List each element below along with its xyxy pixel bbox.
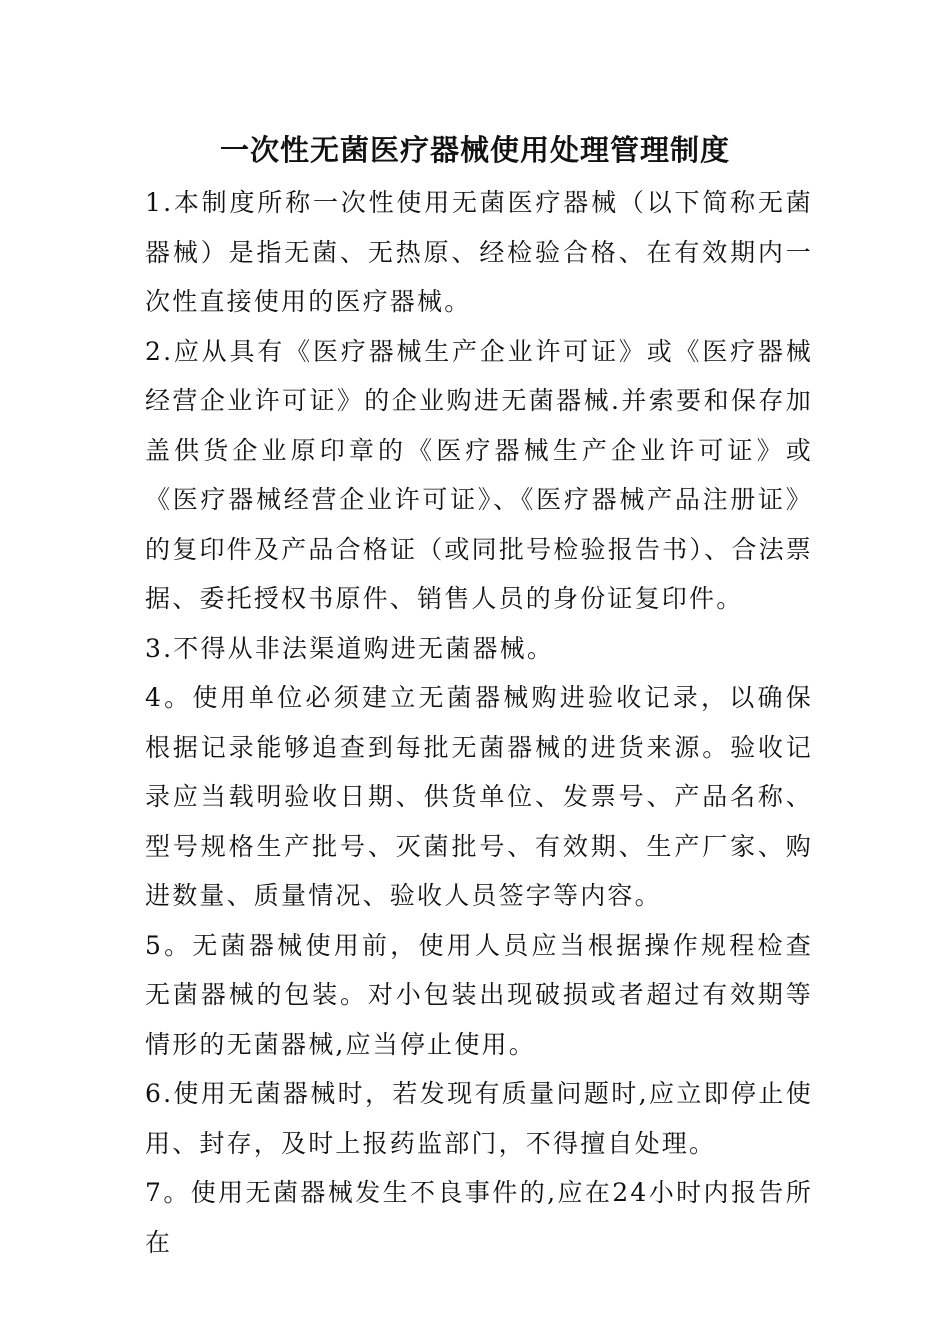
paragraph-4: 4。使用单位必须建立无菌器械购进验收记录，以确保根据记录能够追查到每批无菌器械的进货来源。验收记录应当载明验收日期、供货单位、发票号、产品名称、型号规格生产批号、灭菌批号、有效期、生产厂家、购进数量、质量情况、验收人员签字等内容。	[145, 683, 813, 910]
paragraph-1: 1.本制度所称一次性使用无菌医疗器械（以下简称无菌器械）是指无菌、无热原、经检验合格、在有效期内一次性直接使用的医疗器械。	[145, 188, 813, 316]
paragraph-2: 2.应从具有《医疗器械生产企业许可证》或《医疗器械经营企业许可证》的企业购进无菌器械.并索要和保存加盖供货企业原印章的《医疗器械生产企业许可证》或《医疗器械经营企业许可证》、《医疗器械产品注册证》的复印件及产品合格证（或同批号检验报告书）、合法票据、委托授权书原件、销售人员的身份证复印件。	[145, 336, 813, 613]
paragraph-6: 6.使用无菌器械时，若发现有质量问题时,应立即停止使用、封存，及时上报药监部门，不得擅自处理。	[145, 1079, 813, 1158]
paragraph-7: 7。使用无菌器械发生不良事件的,应在24小时内报告所在	[145, 1178, 813, 1257]
document-title: 一次性无菌医疗器械使用处理管理制度	[219, 133, 730, 167]
document-body	[145, 178, 813, 1267]
paragraph-5: 5。无菌器械使用前，使用人员应当根据操作规程检查无菌器械的包装。对小包装出现破损或者超过有效期等情形的无菌器械,应当停止使用。	[145, 930, 813, 1059]
paragraph-3: 3.不得从非法渠道购进无菌器械。	[145, 633, 555, 663]
